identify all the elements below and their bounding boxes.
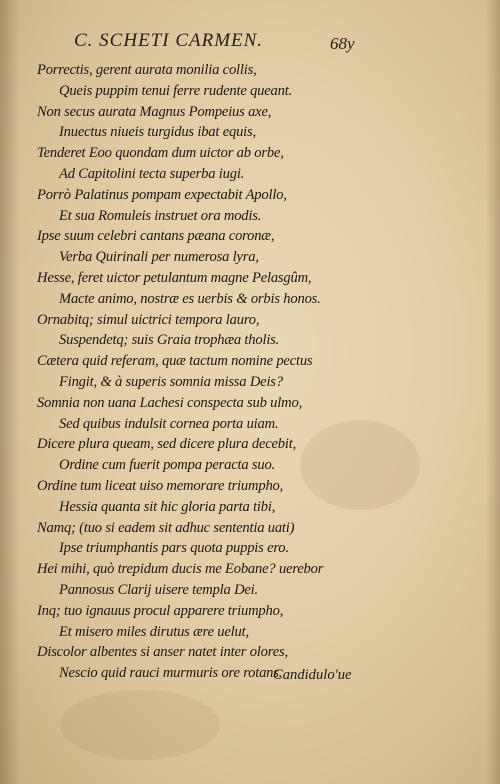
verse-line: Somnia non uana Lachesi conspecta sub ulmo, [37, 394, 303, 411]
verse-line: Ordine tum liceat uiso memorare triumpho, [37, 477, 284, 494]
verse-line: Verba Quirinali per numerosa lyra, [59, 249, 259, 266]
verse-line: Macte animo, nostræ es uerbis & orbis honos. [59, 290, 321, 307]
paper-stain [60, 690, 220, 760]
verse-line: Porrò Palatinus pompam expectabit Apollo, [37, 186, 287, 203]
verse-line: Et sua Romuleis instruet ora modis. [59, 207, 262, 224]
verse-line: Queis puppim tenui ferre rudente queant. [59, 82, 293, 99]
verse-line: Nescio quid rauci murmuris ore rotans. [59, 665, 283, 682]
verse-line: Porrectis, gerent aurata monilia collis, [37, 62, 257, 78]
verse-line: Non secus aurata Magnus Pompeius axe, [37, 103, 272, 120]
verse-line: Discolor albentes si anser natet inter olores, [37, 644, 288, 661]
verse-line: Fingit, & à superis somnia missa Deis? [59, 373, 283, 390]
verse-line: Sed quibus indulsit cornea porta uiam. [59, 415, 279, 432]
page-number: 68y [330, 34, 355, 53]
verse-line: Hei mihi, quò trepidum ducis me Eobane? uerebor [37, 561, 324, 578]
verse-line: Ordine cum fuerit pompa peracta suo. [59, 457, 276, 474]
running-title: C. SCHETI CARMEN. [74, 30, 264, 51]
verse-line: Suspendetq; suis Graia trophæa tholis. [59, 332, 280, 349]
verse-line: Tenderet Eoo quondam dum uictor ab orbe, [37, 145, 284, 162]
verse-line: Hessia quanta sit hic gloria parta tibi, [59, 498, 276, 515]
verse-line: Dicere plura queam, sed dicere plura decebit, [37, 436, 297, 453]
page-edge-shadow [486, 0, 500, 784]
verse-line: Cætera quid referam, quæ tactum nomine pectus [37, 353, 313, 370]
verse-line: Ad Capitolini tecta superba iugi. [59, 165, 245, 182]
gutter-shadow [0, 0, 20, 784]
poem-text [37, 60, 487, 684]
verse-line: Ipse triumphantis pars quota puppis ero. [59, 540, 289, 557]
catchword: Candidulo'ue [273, 667, 352, 683]
verse-line: Inq; tuo ignauus procul apparere triumpho, [37, 602, 284, 619]
verse-line: Ipse suum celebri cantans pæana coronæ, [37, 228, 275, 245]
verse-line: Pannosus Clarij uisere templa Dei. [59, 581, 258, 598]
verse-line: Namq; (tuo si eadem sit adhuc sententia uati) [37, 519, 295, 536]
verse-line: Ornabitq; simul uictrici tempora lauro, [37, 311, 260, 328]
verse-line: Hesse, feret uictor petulantum magne Pelasgûm, [37, 269, 312, 286]
verse-line: Et misero miles dirutus ære uelut, [59, 623, 249, 640]
verse-line: Inuectus niueis turgidus ibat equis, [59, 124, 256, 141]
